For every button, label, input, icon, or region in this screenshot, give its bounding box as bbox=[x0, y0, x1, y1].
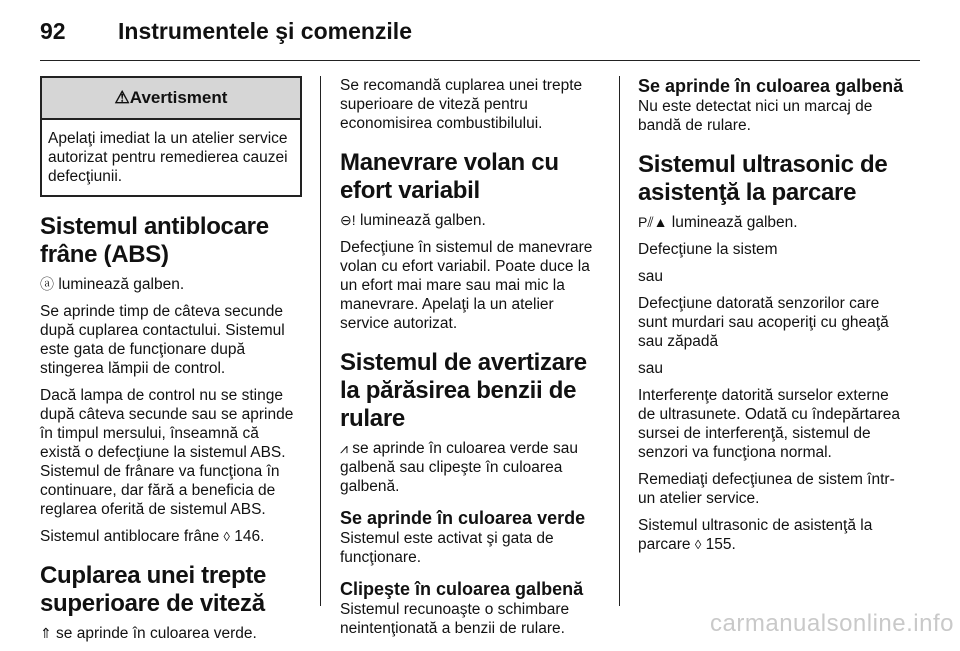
lane-yellow-text: Nu este detectat nici un marcaj de bandă de rulare. bbox=[638, 98, 873, 134]
lane-text: ⩘ se aprinde în culoarea verde sau galbenă sau clipeşte în culoarea galbenă. bbox=[340, 440, 578, 495]
parking-p6: Remediaţi defecţiunea de sistem într-un atelier service. bbox=[638, 471, 895, 507]
warning-title: Avertisment bbox=[129, 88, 228, 107]
parking-reference: Sistemul ultrasonic de asistenţă la parcare ◊ 155. bbox=[638, 517, 873, 553]
abs-paragraph-1: Se aprinde timp de câteva secunde după cuplarea contactului. Sistemul este gata de funcţionare după stingerea lămpii de control. bbox=[40, 303, 285, 377]
abs-icon: ⓐ bbox=[40, 276, 54, 292]
lane-heading: Sistemul de avertizare la părăsirea benzii de rulare bbox=[340, 349, 587, 432]
parking-p1: Defecţiune la sistem bbox=[638, 241, 778, 258]
abs-paragraph-2: Dacă lampa de control nu se stinge după câteva secunde sau se aprinde în timpul mersului, înseamnă că există o defecţiune la sistemul ABS. Sistemul de frânare va funcţiona în continuare, dar fără a beneficia de reglarea oferită de sistemul ABS. bbox=[40, 387, 294, 518]
parking-heading: Sistemul ultrasonic de asistenţă la parcare bbox=[638, 151, 888, 206]
watermark: carmanualsonline.info bbox=[710, 610, 954, 637]
column-2 bbox=[340, 76, 605, 646]
lane-yellow-heading: Se aprinde în culoarea galbenă bbox=[638, 76, 904, 96]
lane-green-heading: Se aprinde în culoarea verde bbox=[340, 508, 586, 528]
steering-text: Defecţiune în sistemul de manevrare volan cu efort variabil. Poate duce la un efort mai mare sau mai mic la manevrare. Apelaţi la un atelier service autorizat. bbox=[340, 239, 593, 332]
warning-header bbox=[42, 78, 300, 120]
warning-box bbox=[40, 76, 302, 197]
steering-indicator-line: ⊖! luminează galben. bbox=[340, 212, 486, 229]
lane-green-text: Sistemul este activat şi gata de funcţionare. bbox=[340, 530, 554, 566]
parking-icon: P⫽▲ bbox=[638, 214, 668, 230]
upshift-heading: Cuplarea unei trepte superioare de viteză bbox=[40, 562, 267, 617]
lane-blink-text: Sistemul recunoaşte o schimbare neintenţionată a benzii de rulare. bbox=[340, 601, 570, 637]
page-title: Instrumentele şi comenzile bbox=[118, 18, 412, 44]
steering-icon: ⊖! bbox=[340, 212, 356, 228]
abs-heading: Sistemul antiblocare frâne (ABS) bbox=[40, 213, 269, 268]
parking-p3: Defecţiune datorată senzorilor care sunt murdari sau acoperiţi cu gheaţă sau zăpadă bbox=[638, 295, 889, 350]
abs-indicator-line bbox=[40, 275, 302, 294]
upshift-icon: ⇑ bbox=[40, 625, 52, 641]
header-rule bbox=[40, 60, 920, 61]
abs-lights-text: luminează galben. bbox=[58, 276, 185, 293]
lane-blink-heading: Clipeşte în culoarea galbenă bbox=[340, 579, 584, 599]
upshift-intro: Se recomandă cuplarea unei trepte superioare de viteză pentru economisirea combustibilului. bbox=[340, 77, 583, 132]
abs-reference: Sistemul antiblocare frâne ◊ 146. bbox=[40, 528, 265, 545]
warning-triangle-icon: ⚠ bbox=[114, 88, 130, 107]
parking-ref-page[interactable]: 155. bbox=[705, 536, 736, 553]
upshift-text: ⇑ se aprinde în culoarea verde. bbox=[40, 625, 257, 642]
warning-text: Apelaţi imediat la un atelier service autorizat pentru remedierea cauzei defecţiunii. bbox=[48, 130, 288, 185]
abs-ref-page[interactable]: 146. bbox=[234, 528, 265, 545]
lane-icon: ⩘ bbox=[340, 440, 348, 456]
column-3 bbox=[638, 76, 910, 562]
column-divider-2 bbox=[619, 76, 620, 606]
parking-p4: sau bbox=[638, 360, 663, 377]
column-1 bbox=[40, 76, 302, 651]
column-divider-1 bbox=[320, 76, 321, 606]
parking-p5: Interferenţe datorită surselor externe de ultrasunete. Odată cu îndepărtarea sursei de interferenţă, sistemul de senzori va funcţiona normal. bbox=[638, 387, 900, 461]
page-ref-icon: ◊ bbox=[223, 529, 230, 544]
parking-p2: sau bbox=[638, 268, 663, 285]
steering-heading: Manevrare volan cu efort variabil bbox=[340, 149, 559, 204]
parking-indicator-line: P⫽▲ luminează galben. bbox=[638, 214, 798, 231]
page-ref-icon: ◊ bbox=[694, 537, 702, 552]
page-number: 92 bbox=[40, 18, 66, 44]
